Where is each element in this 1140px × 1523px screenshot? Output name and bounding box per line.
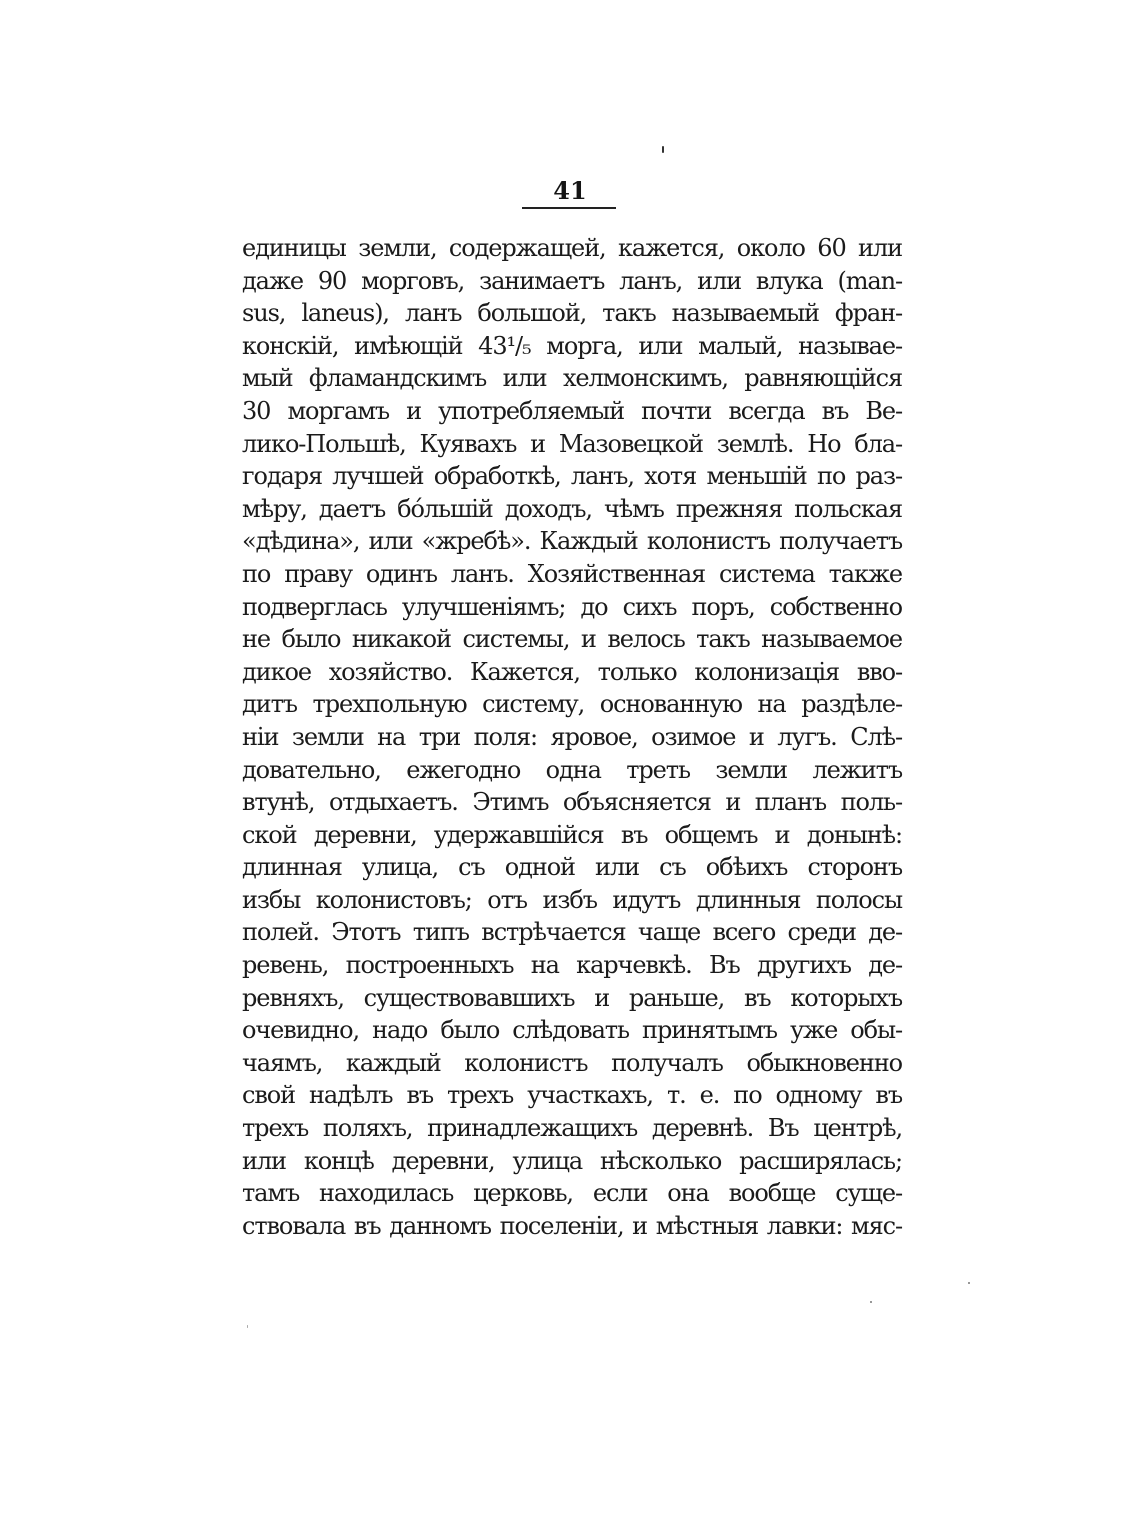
page-number: 41 — [553, 176, 587, 205]
print-speck — [870, 1301, 872, 1303]
text-line: 30 моргамъ и употребляемый почти всегда въ Ве- — [242, 396, 902, 425]
page-number-rule — [522, 207, 616, 209]
text-line: конскій, имѣющій 43¹/₅ морга, или малый, называе- — [242, 331, 902, 360]
text-line: не было никакой системы, и велось такъ называемое — [242, 625, 902, 654]
text-line: втунѣ, отдыхаетъ. Этимъ объясняется и планъ поль- — [242, 788, 902, 817]
text-line: мый фламандскимъ или хелмонскимъ, равняющійся — [242, 364, 902, 393]
text-line: дитъ трехпольную систему, основанную на раздѣле- — [242, 690, 902, 719]
text-line: очевидно, надо было слѣдовать принятымъ уже обы- — [242, 1016, 902, 1045]
text-line: подверглась улучшеніямъ; до сихъ поръ, собственно — [242, 592, 902, 621]
text-line: лико-Польшѣ, Куявахъ и Мазовецкой землѣ. Но бла- — [242, 429, 902, 458]
text-line: ревняхъ, существовавшихъ и раньше, въ которыхъ — [242, 983, 902, 1012]
text-line: ніи земли на три поля: яровое, озимое и лугъ. Слѣ- — [242, 722, 902, 751]
text-line: трехъ поляхъ, принадлежащихъ деревнѣ. Въ центрѣ, — [242, 1114, 902, 1143]
print-speck — [247, 1325, 248, 1328]
text-line: по праву одинъ ланъ. Хозяйственная система также — [242, 559, 902, 588]
text-line: свой надѣлъ въ трехъ участкахъ, т. е. по одному въ — [242, 1081, 902, 1110]
text-line: годаря лучшей обработкѣ, ланъ, хотя меньшій по раз- — [242, 462, 902, 491]
text-line: sus, laneus), ланъ большой, такъ называемый фран- — [242, 299, 902, 328]
text-line: ревень, построенныхъ на карчевкѣ. Въ другихъ де- — [242, 951, 902, 980]
text-line: длинная улица, съ одной или съ обѣихъ сторонъ — [242, 853, 902, 882]
text-line: довательно, ежегодно одна треть земли лежитъ — [242, 755, 902, 784]
print-speck — [968, 1282, 970, 1284]
text-line: или концѣ деревни, улица нѣсколько расширялась; — [242, 1146, 902, 1175]
print-speck — [662, 146, 664, 153]
text-line: мѣру, даетъ бóльшій доходъ, чѣмъ прежняя польская — [242, 494, 902, 523]
text-line: полей. Этотъ типъ встрѣчается чаще всего среди де- — [242, 918, 902, 947]
text-line: единицы земли, содержащей, кажется, около 60 или — [242, 234, 902, 262]
text-line: «дѣдина», или «жребѣ». Каждый колонистъ получаетъ — [242, 527, 902, 556]
text-line: дикое хозяйство. Кажется, только колонизація вво- — [242, 657, 902, 686]
text-line: ствовала въ данномъ поселеніи, и мѣстныя лавки: мяс- — [242, 1211, 902, 1240]
text-line: тамъ находилась церковь, если она вообще суще- — [242, 1179, 902, 1208]
text-line: избы колонистовъ; отъ избъ идутъ длинныя полосы — [242, 885, 902, 914]
body-text — [242, 232, 902, 1242]
text-line: даже 90 морговъ, занимаетъ ланъ, или влука (man- — [242, 266, 902, 295]
text-line: ской деревни, удержавшійся въ общемъ и донынѣ: — [242, 820, 902, 849]
text-line: чаямъ, каждый колонистъ получалъ обыкновенно — [242, 1048, 902, 1077]
